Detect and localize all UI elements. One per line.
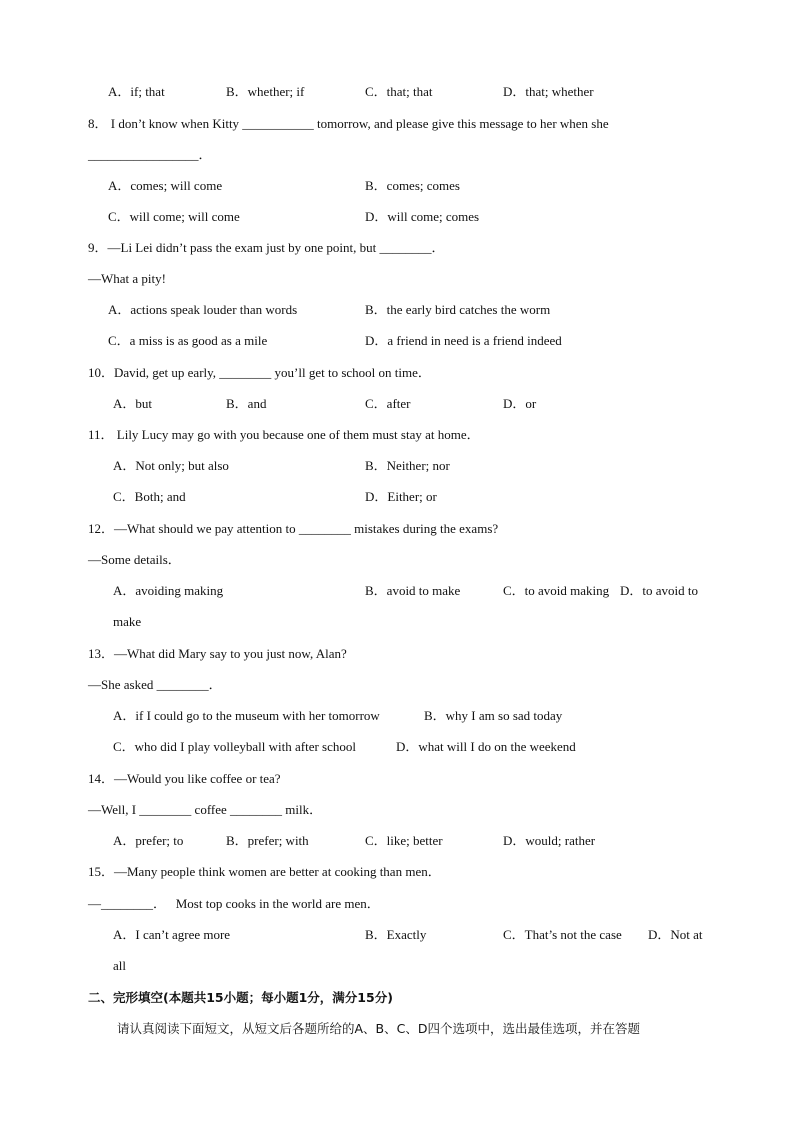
- question-stem: 13．—What did Mary say to you just now, Alan?: [88, 646, 347, 661]
- option-d: D．Either; or: [365, 489, 437, 504]
- option-c: C．that; that: [365, 84, 433, 99]
- question-reply: —Well, I ________ coffee ________ milk．: [88, 802, 323, 817]
- option-c: C．to avoid making: [503, 583, 610, 598]
- option-a: A．but: [113, 396, 153, 411]
- section-heading: 二、完形填空(本题共15小题；每小题1分，满分15分): [88, 990, 393, 1005]
- option-d: D．a friend in need is a friend indeed: [365, 333, 562, 348]
- option-d: D．that; whether: [503, 84, 594, 99]
- option-c: C．who did I play volleyball with after school: [113, 739, 356, 754]
- question-stem-continued: _________________．: [88, 147, 212, 162]
- option-b: B．avoid to make: [365, 583, 461, 598]
- option-c: C．like; better: [365, 833, 443, 848]
- option-d: D．or: [503, 396, 537, 411]
- option-c: C．That’s not the case: [503, 927, 622, 942]
- question-reply: —She asked ________．: [88, 677, 222, 692]
- option-a: A．if I could go to the museum with her tomorrow: [113, 708, 380, 723]
- option-b: B．whether; if: [226, 84, 305, 99]
- option-a: A．actions speak louder than words: [108, 302, 298, 317]
- option-d: D．to avoid to: [620, 583, 698, 598]
- option-a: A．if; that: [108, 84, 165, 99]
- option-c: C．a miss is as good as a mile: [108, 333, 268, 348]
- option-d: D．what will I do on the weekend: [396, 739, 576, 754]
- option-d: D．will come; comes: [365, 209, 480, 224]
- option-a: A．I can’t agree more: [113, 927, 231, 942]
- question-stem: 14．—Would you like coffee or tea?: [88, 771, 281, 786]
- question-stem: 15．—Many people think women are better at cooking than men．: [88, 864, 441, 879]
- question-stem: 9．—Li Lei didn’t pass the exam just by one point, but ________．: [88, 240, 445, 255]
- question-reply: —________． Most top cooks in the world are men．: [88, 896, 380, 911]
- option-a: A．avoiding making: [113, 583, 224, 598]
- option-b: B．and: [226, 396, 267, 411]
- question-reply: —Some details．: [88, 552, 181, 567]
- question-stem: 10．David, get up early, ________ you’ll get to school on time．: [88, 365, 431, 380]
- option-d: D．would; rather: [503, 833, 596, 848]
- option-a: A．prefer; to: [113, 833, 184, 848]
- option-d: D．Not at: [648, 927, 703, 942]
- option-b: B．comes; comes: [365, 178, 460, 193]
- option-d-continued: make: [113, 614, 142, 629]
- option-a: A．Not only; but also: [113, 458, 229, 473]
- option-b: B．prefer; with: [226, 833, 309, 848]
- option-c: C．after: [365, 396, 411, 411]
- option-b: B．Exactly: [365, 927, 427, 942]
- option-c: C．will come; will come: [108, 209, 240, 224]
- option-b: B．the early bird catches the worm: [365, 302, 551, 317]
- option-b: B．Neither; nor: [365, 458, 450, 473]
- option-a: A．comes; will come: [108, 178, 223, 193]
- option-d-continued: all: [113, 958, 126, 973]
- option-b: B．why I am so sad today: [424, 708, 563, 723]
- option-c: C．Both; and: [113, 489, 186, 504]
- question-reply: —What a pity!: [88, 271, 166, 286]
- question-stem: 11． Lily Lucy may go with you because one of them must stay at home．: [88, 427, 480, 442]
- question-stem: 8． I don’t know when Kitty ___________ tomorrow, and please give this message to her when she: [88, 116, 609, 131]
- section-instruction: 请认真阅读下面短文，从短文后各题所给的A、B、C、D四个选项中，选出最佳选项，并在答题: [117, 1021, 640, 1036]
- question-stem: 12．—What should we pay attention to ________ mistakes during the exams?: [88, 521, 499, 536]
